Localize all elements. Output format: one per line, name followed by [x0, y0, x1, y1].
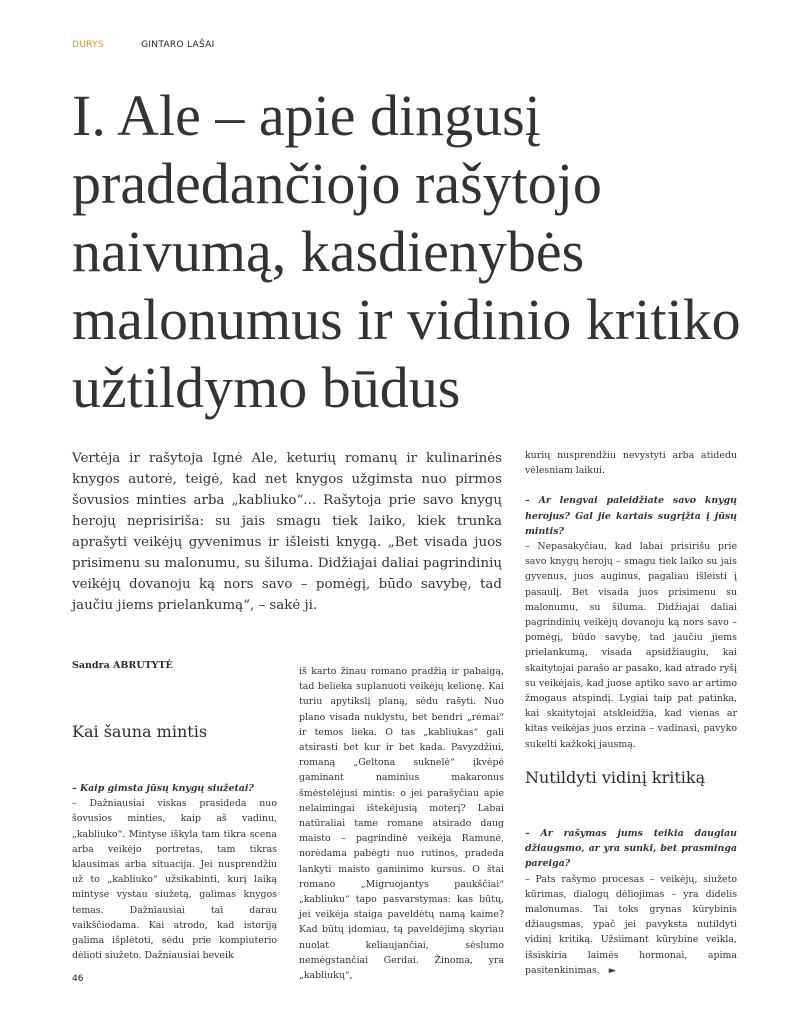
column-left [72, 781, 277, 963]
interview-answer [525, 872, 737, 978]
interview-answer: – Nepasakyčiau, kad labai prisirišu prie savo knygų herojų – smagu tiek laiko su jais gyvenus, juos auginus, pagaliau išleisti į pasaulį. Bet visada juos prisimenu su malonumu, su šiluma. Didžiajai daliai pagrindinių veikėjų dovanoju ką nors savo – pomėgį, būdo savybę, tad jaučiu jiems prielankumą, visada apsidžiaugiu, kai skaitytojai parašo ar pasako, kad atrado ryšį su veikėjais, kad juose aptiko savo ar artimo žmogaus atspindį. Lygiai taip pat patinka, kai skaitytojai atskleidžia, kad vienas ar kitas veikėjas juos erzina – vadinasi, pavyko sukelti kažkokį jausmą. [525, 541, 737, 750]
page-number: 46 [72, 974, 84, 984]
interview-question: – Kaip gimsta jūsų knygų siužetai? [72, 783, 254, 794]
magazine-name: GINTARO LAŠAI [141, 40, 215, 50]
body-text: kurių nusprendžiu nevystyti arba atidedu vėlesniam laikui. [525, 450, 737, 477]
body-text: iš karto žinau romano pradžią ir pabaigą, tad belieka suplanuoti veikėjų kelionę. Kai turiu apytikslį planą, sėdu rašyti. Nuo plano visada nuklystu, bet bendri „rėmai“ ir temos lieka. O tas „kabliukas“ gali atsirasti bet kur ir bet kada. Pavyzdžiui, romaną „Geltona suknelė“ įkvėpė gaminant naminius makaronus šmėstelėjusi mintis: o jei parašyčiau apie nelaimingai ištekėjusią moterį? Labai natūraliai tame romane atsirado daug maisto – pagrindinė veikėja Ramunė, norėdama pabėgti nuo rutinos, pradeda lankyti maisto gaminimo kursus. O štai romano „Migruojantys paukščiai“ „kabliuku“ tapo pasvarstymas: kas būtų, jei veikėja staiga paveldėtų namą kaime? Kad būtų įdomiau, tą paveldėjimą skyriau nuolat keliaujančiai, sėslumo nemėgstančiai Gerdai. Žinoma, yra „kabliukų“, [299, 666, 504, 982]
section-label: DURYS [72, 40, 104, 50]
continue-arrow-icon: ► [608, 964, 616, 976]
subheading-critic: Nutildyti vidinį kritiką [525, 768, 706, 787]
author-byline: Sandra ABRUTYTĖ [72, 660, 173, 671]
interview-question: – Ar rašymas jums teikia daugiau džiaugsmo, ar yra sunki, bet prasminga pareiga? [525, 828, 737, 870]
interview-answer: – Dažniausiai viskas prasideda nuo šovusios minties, kaip aš vadinu, „kabliuko“. Mintyse iškyla tam tikra scena arba veikėjo portretas, tam tikras klausimas arba situacija. Jei nusprendžiu už to „kabliuko“ užsikabinti, kurį laiką mintyse vystau siužetą, galimas knygos temas. Dažniausiai tai darau vaikščiodama. Kai atrodo, kad istoriją galima išplėtoti, sėdu prie kompiuterio dėlioti siužeto. Dažniausiai beveik [72, 798, 277, 962]
article-title: I. Ale – apie dingusį pradedančiojo rašytojo naivumą, kasdienybės malonumus ir vidinio kritiko užtildymo būdus [72, 83, 741, 420]
page-header [72, 40, 215, 50]
answer-text: – Pats rašymo procesas – veikėjų, siužeto kūrimas, dialogų dėliojimas – yra didelis malonumas. Tai toks grynas kūrybinis džiaugsmas, ypač jei pavyksta nutildyti vidinį kritiką. Užsiimant kūrybine veikla, išsiskiria laimės hormonai, apima pasitenkinimas. [525, 873, 737, 976]
column-right-bottom [525, 826, 737, 978]
subheading-idea: Kai šauna mintis [72, 722, 208, 741]
column-middle [299, 664, 504, 983]
lead-paragraph: Vertėja ir rašytoja Ignė Ale, keturių romanų ir kulinarinės knygos autorė, teigė, kad net knygos užgimsta nuo pirmos šovusios minties arba „kabliuko“... Rašytoja prie savo knygų herojų neprisiriša: su jais smagu tiek laiko, kiek trunka aprašyti veikėjų gyvenimus ir išleisti knygą. „Bet visada juos prisimenu su malonumu, su šiluma. Didžiajai daliai pagrindinių veikėjų dovanoju ką nors savo – pomėgį, būdo savybę, tad jaučiu jiems prielankumą“, – sakė ji. [72, 451, 502, 613]
interview-question: – Ar lengvai paleidžiate savo knygų herojus? Gal jie kartais sugrįžta į jūsų mintis? [525, 495, 737, 537]
column-right-top [525, 448, 737, 752]
